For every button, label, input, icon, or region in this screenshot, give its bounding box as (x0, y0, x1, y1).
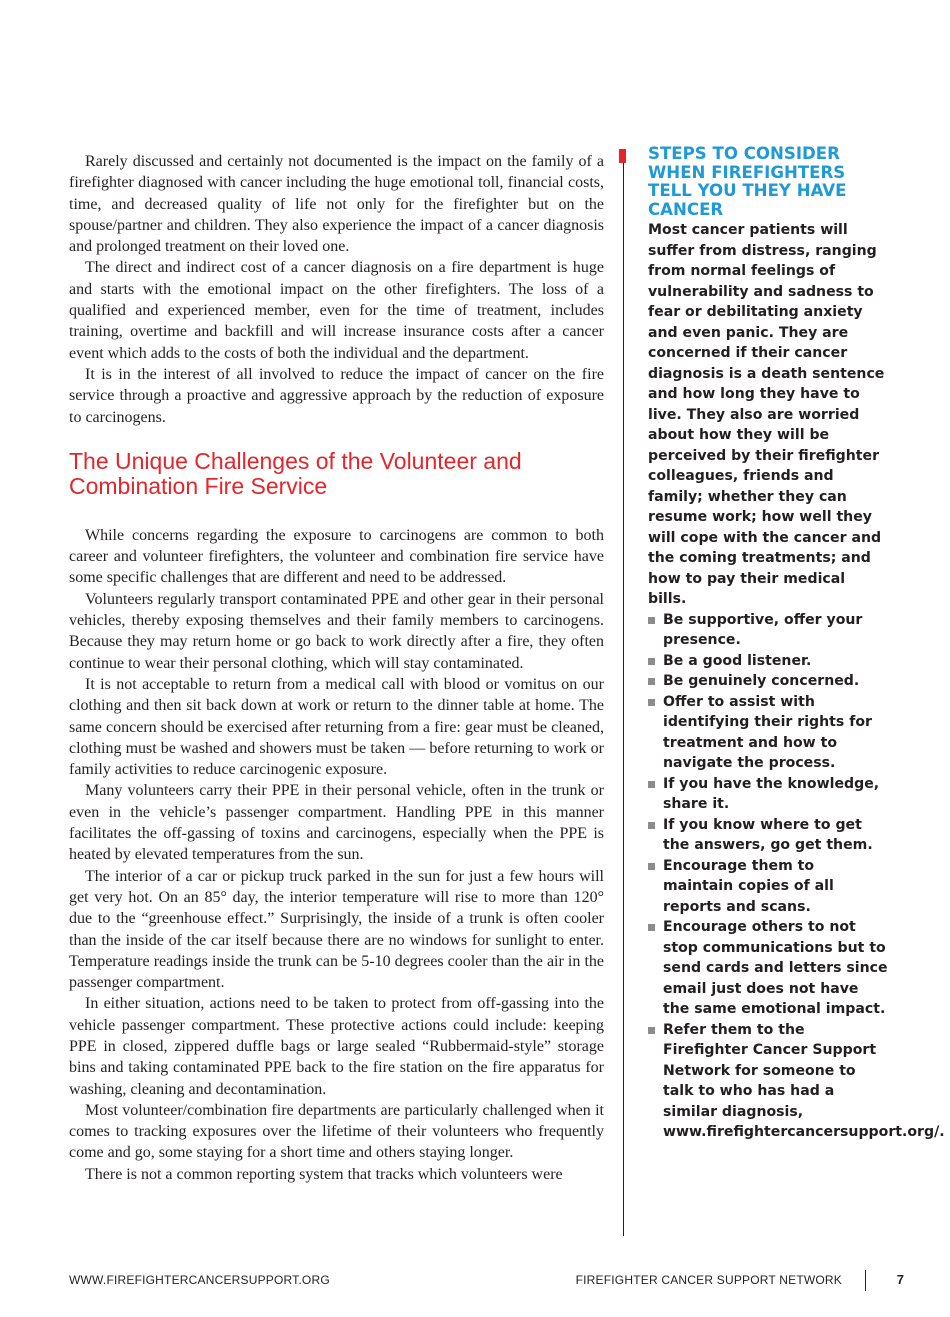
page-number: 7 (896, 1272, 904, 1287)
list-item-text: Encourage them to maintain copies of all reports and scans. (663, 857, 834, 915)
main-column (69, 151, 604, 1185)
list-item (648, 610, 888, 651)
body-paragraph: The interior of a car or pickup truck parked in the sun for just a few hours will get very hot. On an 85° day, the interior temperature will rise to more than 120° due to the “greenhouse effect.” Surprisingly, the inside of a trunk is often cooler than the inside of the car itself because there are no windows for sunlight to enter. Temperature readings inside the trunk can be 5-10 degrees cooler than the air in the passenger compartment. (69, 867, 604, 992)
square-bullet-icon (648, 678, 655, 685)
body-paragraph: It is not acceptable to return from a medical call with blood or vomitus on our clothing and then sit back down at work or return to the dinner table at home. The same concern should be exercised after returning from a fire: gear must be cleaned, clothing must be washed and showers must be taken — before returning to work or family activities to reduce carcinogenic exposure. (69, 675, 604, 779)
sidebar-marker (619, 149, 626, 163)
square-bullet-icon (648, 924, 655, 931)
sidebar-title: STEPS TO CONSIDER WHEN FIREFIGHTERS TELL YOU THEY HAVE CANCER (648, 144, 847, 219)
footer-url: WWW.FIREFIGHTERCANCERSUPPORT.ORG (69, 1273, 330, 1287)
list-item-text: If you have the knowledge, share it. (663, 775, 880, 812)
square-bullet-icon (648, 617, 655, 624)
body-paragraph: The direct and indirect cost of a cancer diagnosis on a fire department is huge and starts with the emotional impact on the other firefighters. The loss of a qualified and experienced member, even for the time of treatment, includes training, overtime and backfill and will increase insurance costs after a cancer event which adds to the costs of both the individual and the department. (69, 259, 604, 362)
body-paragraph: Many volunteers carry their PPE in their personal vehicle, often in the trunk or even in the vehicle’s passenger compartment. Handling PPE in this manner facilitates the off-gassing of toxins and carcinogens, especially when the PPE is heated by elevated temperatures from the sun. (69, 782, 604, 864)
body-paragraph: In either situation, actions need to be taken to protect from off-gassing into the vehicle passenger compartment. These protective actions could include: keeping PPE in closed, zippered duffle bags or large sealed “Rubbermaid-style” storage bins and taking contaminated PPE back to the fire station on the fire apparatus for washing, cleaning and decontamination. (69, 995, 604, 1098)
square-bullet-icon (648, 658, 655, 665)
footer-org-name: FIREFIGHTER CANCER SUPPORT NETWORK (575, 1273, 842, 1287)
footer-separator (865, 1270, 867, 1291)
square-bullet-icon (648, 822, 655, 829)
list-item-text: Refer them to the Firefighter Cancer Support Network for someone to talk to who has had a similar diagnosis, www.firefightercancersupport.org/. (663, 1021, 945, 1140)
list-item-text: If you know where to get the answers, go get them. (663, 816, 873, 853)
list-item-text: Be a good listener. (663, 652, 812, 669)
list-item (648, 1020, 945, 1143)
square-bullet-icon (648, 863, 655, 870)
body-paragraph: It is in the interest of all involved to reduce the impact of cancer on the fire service through a proactive and aggressive approach by the reduction of exposure to carcinogens. (69, 365, 604, 426)
list-item-text: Be genuinely concerned. (663, 673, 860, 689)
column-divider (623, 163, 624, 1236)
list-item (648, 815, 888, 856)
square-bullet-icon (648, 781, 655, 788)
square-bullet-icon (648, 699, 655, 706)
list-item (648, 671, 888, 692)
list-item (648, 856, 888, 918)
sidebar-lead: Most cancer patients will suffer from distress, ranging from normal feelings of vulnerability and sadness to fear or debilitating anxiety and even panic. They are concerned if their cancer diagnosis is a death sentence and how long they have to live. They also are worried about how they will be perceived by their firefighter colleagues, friends and family; whether they can resume work; how well they will cope with the cancer and the coming treatments; and how to pay their medical bills. (648, 222, 885, 607)
body-paragraph: Most volunteer/combination fire departments are particularly challenged when it comes to tracking exposures over the lifetime of their volunteers who frequently come and go, some staying for a short time and others staying longer. (69, 1101, 604, 1162)
list-item (648, 692, 888, 774)
list-item-text: Offer to assist with identifying their rights for treatment and how to navigate the process. (663, 693, 872, 771)
list-item (648, 774, 888, 815)
square-bullet-icon (648, 1027, 655, 1034)
page-footer (69, 1273, 904, 1293)
body-paragraph: There is not a common reporting system that tracks which volunteers were (85, 1165, 563, 1183)
body-paragraph: While concerns regarding the exposure to carcinogens are common to both career and volunteer firefighters, the volunteer and combination fire service have some specific challenges that are different and need to be addressed. (69, 526, 604, 587)
list-item-text: Encourage others to not stop communications but to send cards and letters since email just does not have the same emotional impact. (663, 919, 888, 1017)
sidebar-box (648, 144, 945, 1143)
section-heading: The Unique Challenges of the Volunteer and Combination Fire Service (69, 447, 522, 499)
body-paragraph: Volunteers regularly transport contaminated PPE and other gear in their personal vehicles, thereby exposing themselves and their family members to carcinogens. Because they may return home or go back to work directly after a fire, they often continue to wear their personal clothing, which will stay contaminated. (69, 590, 604, 672)
body-paragraph: Rarely discussed and certainly not documented is the impact on the family of a firefighter diagnosed with cancer including the huge emotional toll, financial costs, time, and decreased quality of life not only for the firefighter but on the spouse/partner and children. They also experience the impact of a cancer diagnosis and prolonged treatment on their loved one. (69, 153, 604, 256)
sidebar-list (648, 610, 945, 1143)
list-item (648, 917, 888, 1020)
list-item (648, 651, 888, 672)
list-item-text: Be supportive, offer your presence. (663, 611, 863, 648)
